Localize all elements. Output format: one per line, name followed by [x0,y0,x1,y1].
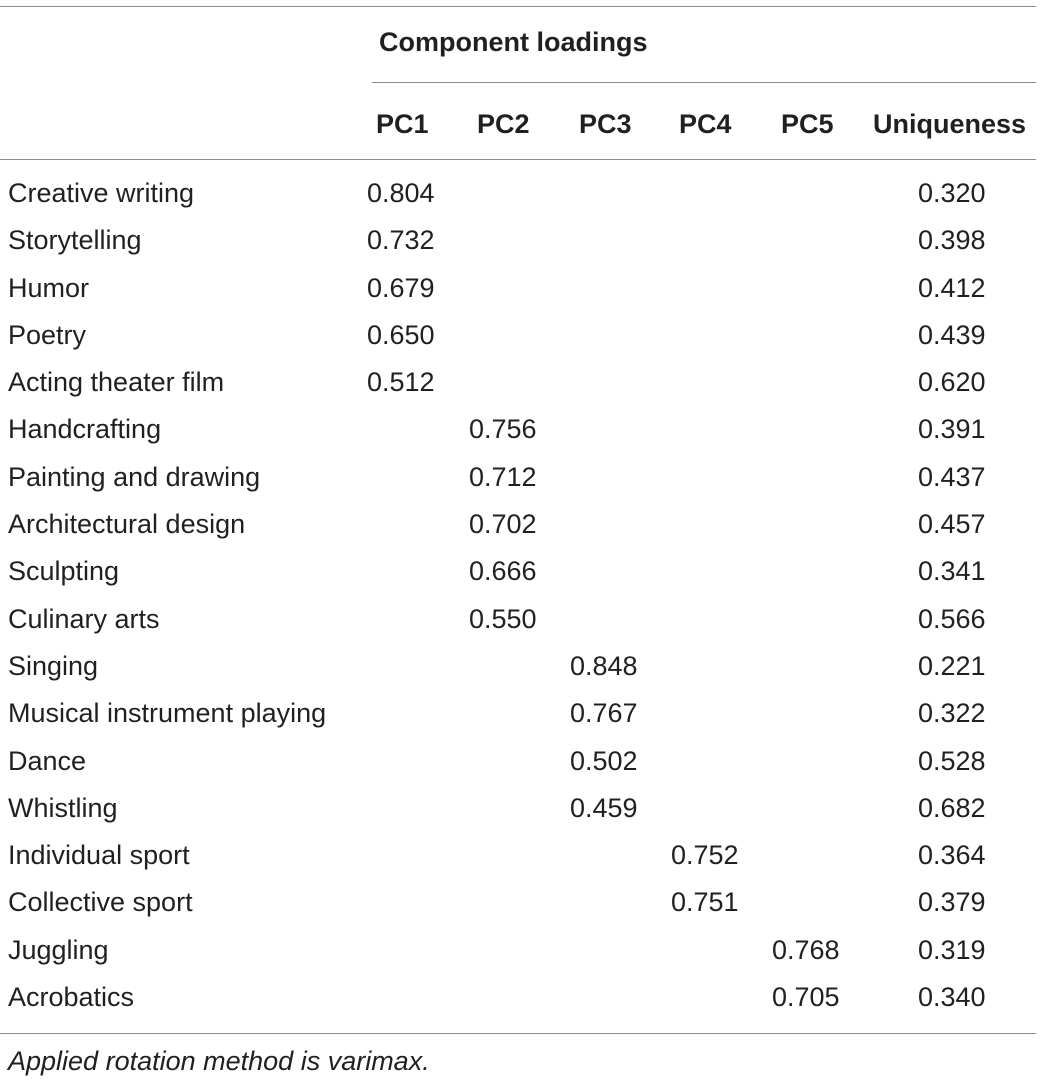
row-label: Whistling [8,792,118,823]
table-row [0,879,1042,926]
row-label: Singing [8,650,99,681]
row-label: Storytelling [8,225,142,256]
cell-pc3: 0.502 [570,745,638,776]
cell-uniqueness: 0.221 [918,650,986,681]
cell-pc2: 0.702 [469,509,537,540]
cell-uniqueness: 0.528 [918,745,986,776]
row-label: Collective sport [8,887,193,918]
table-row [0,548,1042,595]
cell-pc4: 0.751 [671,887,739,918]
cell-uniqueness: 0.341 [918,556,986,587]
cell-uniqueness: 0.439 [918,319,986,350]
row-label: Individual sport [8,840,190,871]
row-label: Sculpting [8,556,120,587]
row-label: Juggling [8,934,109,965]
table-body [0,170,1042,1021]
table-row [0,359,1042,406]
row-label: Handcrafting [8,414,162,445]
cell-uniqueness: 0.398 [918,225,986,256]
cell-uniqueness: 0.340 [918,982,986,1013]
cell-pc1: 0.804 [367,178,435,208]
cell-uniqueness: 0.412 [918,272,986,303]
cell-uniqueness: 0.437 [918,461,986,492]
cell-pc3: 0.459 [570,792,638,823]
table-row [0,974,1042,1021]
component-loadings-header: Component loadings [379,27,648,57]
cell-uniqueness: 0.391 [918,414,986,445]
cell-pc2: 0.550 [469,603,537,634]
cell-uniqueness: 0.620 [918,367,986,398]
header-bottom-rule [0,159,1036,160]
column-header-pc4: PC4 [679,109,732,139]
row-label: Poetry [8,319,87,350]
cell-pc3: 0.848 [570,650,638,681]
row-label: Acting theater film [8,367,225,398]
cell-uniqueness: 0.566 [918,603,986,634]
table-row [0,643,1042,690]
table-row [0,217,1042,264]
column-header-pc2: PC2 [477,109,530,139]
cell-pc1: 0.732 [367,225,435,256]
cell-pc5: 0.705 [772,982,840,1013]
table-row [0,406,1042,453]
table-row [0,265,1042,312]
row-label: Acrobatics [8,982,135,1013]
cell-pc4: 0.752 [671,840,739,871]
row-label: Creative writing [8,178,195,208]
cell-uniqueness: 0.457 [918,509,986,540]
cell-pc1: 0.679 [367,272,435,303]
cell-uniqueness: 0.364 [918,840,986,871]
table-row [0,738,1042,785]
row-label: Culinary arts [8,603,160,634]
cell-pc2: 0.756 [469,414,537,445]
row-label: Architectural design [8,509,246,540]
table-row [0,690,1042,737]
cell-pc2: 0.712 [469,461,537,492]
column-header-uniqueness: Uniqueness [873,109,1027,139]
table-row [0,312,1042,359]
column-header-pc1: PC1 [376,109,429,139]
column-header-pc3: PC3 [579,109,632,139]
column-header-pc5: PC5 [781,109,834,139]
table-row [0,832,1042,879]
table-row [0,927,1042,974]
table-row [0,454,1042,501]
table-bottom-rule [0,1033,1036,1034]
cell-uniqueness: 0.320 [918,178,986,208]
table-row [0,785,1042,832]
cell-pc1: 0.650 [367,319,435,350]
cell-pc5: 0.768 [772,934,840,965]
table-top-rule [0,6,1036,7]
cell-uniqueness: 0.379 [918,887,986,918]
cell-uniqueness: 0.322 [918,698,986,729]
cell-pc3: 0.767 [570,698,638,729]
cell-uniqueness: 0.682 [918,792,986,823]
table-row [0,596,1042,643]
cell-pc2: 0.666 [469,556,537,587]
table-row [0,501,1042,548]
row-label: Painting and drawing [8,461,261,492]
row-label: Dance [8,745,87,776]
group-header-rule [372,82,1036,83]
row-label: Humor [8,272,90,303]
cell-pc1: 0.512 [367,367,435,398]
cell-uniqueness: 0.319 [918,934,986,965]
table-footnote: Applied rotation method is varimax. [8,1046,430,1076]
row-label: Musical instrument playing [8,698,327,729]
table-row [0,170,1042,217]
